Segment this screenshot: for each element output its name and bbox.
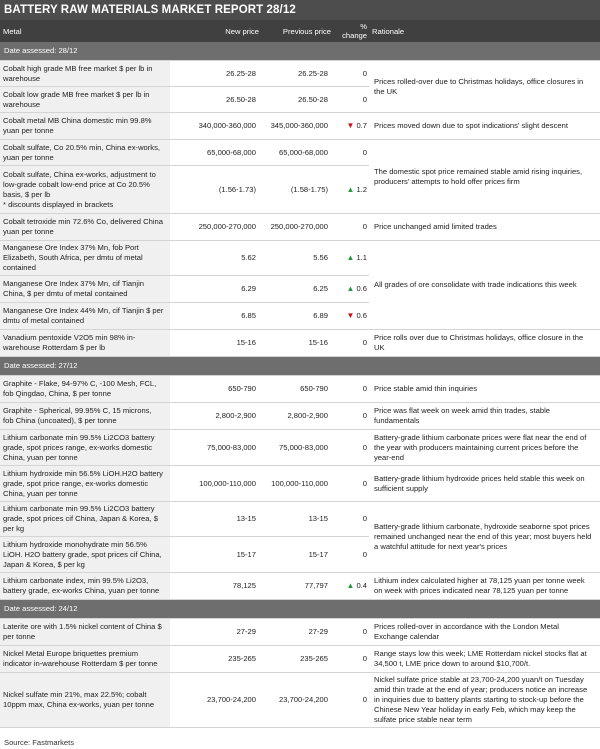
col-rationale: Rationale xyxy=(369,20,600,42)
change-cell: ▲ 1.1 xyxy=(334,241,369,276)
table-row xyxy=(0,376,600,403)
table-row xyxy=(0,646,600,673)
down-arrow-icon: ▼ xyxy=(346,121,355,130)
previous-price-cell: 75,000-83,000 xyxy=(262,430,334,466)
change-cell: ▲ 1.2 xyxy=(334,166,369,214)
previous-price-cell: 6.89 xyxy=(262,303,334,330)
rationale-cell: Prices rolled-over in accordance with the London Metal Exchange calendar xyxy=(369,619,600,646)
col-previous-price: Previous price xyxy=(262,20,334,42)
previous-price-cell: 650-790 xyxy=(262,376,334,403)
metal-cell: Lithium hydroxide min 56.5% LiOH.H2O battery grade, spot price range, ex-works domestic China, yuan per tonne xyxy=(0,466,170,502)
up-arrow-icon: ▲ xyxy=(346,284,355,293)
change-cell: ▼ 0.7 xyxy=(334,113,369,140)
new-price-cell: 26.25-28 xyxy=(170,61,262,87)
new-price-cell: 6.29 xyxy=(170,276,262,303)
metal-cell: Lithium carbonate min 99.5% Li2CO3 battery grade, spot prices cif China, Japan & Korea, $ per kg xyxy=(0,502,170,537)
rationale-cell: Nickel sulfate price stable at 23,700-24,200 yuan/t on Tuesday amid thin trade at the end of year; producers notice an increase in inquiries due to battery plants starting to stock-up before the Chinese New Year holiday in early Feb, which may keep the sulfate price stable near term xyxy=(369,673,600,728)
source-note: Source: Fastmarkets xyxy=(4,738,75,747)
new-price-cell: 100,000-110,000 xyxy=(170,466,262,502)
price-table xyxy=(0,20,600,728)
metal-cell: Cobalt low grade MB free market $ per lb in warehouse xyxy=(0,87,170,113)
table-row xyxy=(0,573,600,600)
change-cell: 0 xyxy=(334,214,369,241)
up-arrow-icon: ▲ xyxy=(346,184,355,194)
up-arrow-icon: ▲ xyxy=(346,581,355,590)
change-cell: 0 xyxy=(334,330,369,357)
header-row xyxy=(0,20,600,42)
report-title: BATTERY RAW MATERIALS MARKET REPORT 28/12 xyxy=(0,0,600,20)
change-cell: 0 xyxy=(334,87,369,113)
metal-cell: Manganese Ore Index 37% Mn, fob Port Elizabeth, South Africa, per dmtu of metal contained xyxy=(0,241,170,276)
change-cell: ▲ 0.6 xyxy=(334,276,369,303)
rationale-cell: Range stays low this week; LME Rotterdam nickel stocks flat at 34,500 t, LME price down to around $10,700/t. xyxy=(369,646,600,673)
section-header: Date assessed: 28/12 xyxy=(0,42,600,61)
metal-cell: Manganese Ore Index 44% Mn, cif Tianjin $ per dmtu of metal contained xyxy=(0,303,170,330)
new-price-cell: 13-15 xyxy=(170,502,262,537)
new-price-cell: 340,000-360,000 xyxy=(170,113,262,140)
metal-cell: Cobalt metal MB China domestic min 99.8% yuan per tonne xyxy=(0,113,170,140)
new-price-cell: 65,000-68,000 xyxy=(170,140,262,166)
table-row xyxy=(0,619,600,646)
change-cell: 0 xyxy=(334,430,369,466)
previous-price-cell: 15-17 xyxy=(262,537,334,573)
metal-cell: Nickel Metal Europe briquettes premium indicator in-warehouse Rotterdam $ per tonne xyxy=(0,646,170,673)
new-price-cell: 78,125 xyxy=(170,573,262,600)
change-cell: 0 xyxy=(334,466,369,502)
section-header: Date assessed: 27/12 xyxy=(0,357,600,376)
previous-price-cell: (1.58-1.75) xyxy=(262,166,334,214)
rationale-cell: Price unchanged amid limited trades xyxy=(369,214,600,241)
new-price-cell: 250,000-270,000 xyxy=(170,214,262,241)
metal-cell: Lithium carbonate min 99.5% Li2CO3 battery grade, spot prices range, ex-works domestic China, yuan per tonne xyxy=(0,430,170,466)
previous-price-cell: 345,000-360,000 xyxy=(262,113,334,140)
rationale-cell: Prices rolled-over due to Christmas holidays, office closures in the UK xyxy=(369,61,600,113)
change-cell: 0 xyxy=(334,140,369,166)
rationale-cell: Lithium index calculated higher at 78,125 yuan per tonne week on week with prices indicated near 78,125 yuan per tonne xyxy=(369,573,600,600)
new-price-cell: 2,800-2,900 xyxy=(170,403,262,430)
table-row xyxy=(0,330,600,357)
metal-cell: Cobalt sulfate, China ex-works, adjustment to low-grade cobalt low-end price at Co 20.5% basis, $ per lb * discounts displayed in brackets xyxy=(0,166,170,214)
metal-cell: Laterite ore with 1.5% nickel content of China $ per tonne xyxy=(0,619,170,646)
table-row xyxy=(0,140,600,166)
change-cell: 0 xyxy=(334,619,369,646)
rationale-cell: Battery-grade lithium hydroxide prices held stable this week on sufficient supply xyxy=(369,466,600,502)
metal-cell: Graphite - Flake, 94-97% C, -100 Mesh, FCL, fob Qingdao, China, $ per tonne xyxy=(0,376,170,403)
up-arrow-icon: ▲ xyxy=(346,253,355,262)
table-row xyxy=(0,113,600,140)
previous-price-cell: 250,000-270,000 xyxy=(262,214,334,241)
previous-price-cell: 77,797 xyxy=(262,573,334,600)
previous-price-cell: 100,000-110,000 xyxy=(262,466,334,502)
change-cell: ▼ 0.6 xyxy=(334,303,369,330)
metal-cell: Lithium carbonate index, min 99.5% Li2O3, battery grade, ex-works China, yuan per tonne xyxy=(0,573,170,600)
change-cell: 0 xyxy=(334,376,369,403)
section-header: Date assessed: 24/12 xyxy=(0,600,600,619)
table-row xyxy=(0,61,600,87)
table-row xyxy=(0,403,600,430)
previous-price-cell: 65,000-68,000 xyxy=(262,140,334,166)
previous-price-cell: 23,700-24,200 xyxy=(262,673,334,728)
change-cell: 0 xyxy=(334,537,369,573)
previous-price-cell: 15-16 xyxy=(262,330,334,357)
metal-cell: Lithium hydroxide monohydrate min 56.5% LiOH. H2O battery grade, spot prices cif China, Japan & Korea, $ per kg xyxy=(0,537,170,573)
change-cell: 0 xyxy=(334,673,369,728)
new-price-cell: 26.50-28 xyxy=(170,87,262,113)
change-cell: ▲ 0.4 xyxy=(334,573,369,600)
down-arrow-icon: ▼ xyxy=(346,311,355,320)
new-price-cell: 235-265 xyxy=(170,646,262,673)
rationale-cell: Price was flat week on week amid thin trades, stable fundamentals xyxy=(369,403,600,430)
table-row xyxy=(0,241,600,276)
table-row xyxy=(0,430,600,466)
previous-price-cell: 6.25 xyxy=(262,276,334,303)
table-row xyxy=(0,466,600,502)
table-row xyxy=(0,673,600,728)
rationale-cell: Battery-grade lithium carbonate prices were flat near the end of the year with producers maintaining current prices before the year-end xyxy=(369,430,600,466)
previous-price-cell: 5.56 xyxy=(262,241,334,276)
rationale-cell: Battery-grade lithium carbonate, hydroxide seaborne spot prices remained unchanged near the end of this year; most buyers held a watchful attitude for next year's prices xyxy=(369,502,600,573)
metal-cell: Cobalt high grade MB free market $ per lb in warehouse xyxy=(0,61,170,87)
new-price-cell: 6.85 xyxy=(170,303,262,330)
metal-cell: Vanadium pentoxide V2O5 min 98% in-warehouse Rotterdam $ per lb xyxy=(0,330,170,357)
previous-price-cell: 26.50-28 xyxy=(262,87,334,113)
new-price-cell: 75,000-83,000 xyxy=(170,430,262,466)
metal-cell: Cobalt tetroxide min 72.6% Co, delivered China yuan per tonne xyxy=(0,214,170,241)
change-cell: 0 xyxy=(334,403,369,430)
previous-price-cell: 2,800-2,900 xyxy=(262,403,334,430)
rationale-cell: The domestic spot price remained stable amid rising inquiries, producers' attempts to hold offer prices firm xyxy=(369,140,600,214)
metal-cell: Graphite - Spherical, 99.95% C, 15 microns, fob China (uncoated), $ per tonne xyxy=(0,403,170,430)
metal-cell: Cobalt sulfate, Co 20.5% min, China ex-works, yuan per tonne xyxy=(0,140,170,166)
col-change: % change xyxy=(334,20,369,42)
new-price-cell: (1.56-1.73) xyxy=(170,166,262,214)
new-price-cell: 23,700-24,200 xyxy=(170,673,262,728)
new-price-cell: 15-17 xyxy=(170,537,262,573)
col-metal: Metal xyxy=(0,20,170,42)
new-price-cell: 5.62 xyxy=(170,241,262,276)
change-cell: 0 xyxy=(334,646,369,673)
change-cell: 0 xyxy=(334,502,369,537)
table-row xyxy=(0,502,600,537)
col-new-price: New price xyxy=(170,20,262,42)
metal-cell: Manganese Ore Index 37% Mn, cif Tianjin China, $ per dmtu of metal contained xyxy=(0,276,170,303)
previous-price-cell: 235-265 xyxy=(262,646,334,673)
rationale-cell: Prices moved down due to spot indications' slight descent xyxy=(369,113,600,140)
metal-cell: Nickel sulfate min 21%, max 22.5%; cobalt 10ppm max, China ex-works, yuan per tonne xyxy=(0,673,170,728)
table-row xyxy=(0,214,600,241)
previous-price-cell: 26.25-28 xyxy=(262,61,334,87)
previous-price-cell: 27-29 xyxy=(262,619,334,646)
rationale-cell: Price rolls over due to Christmas holidays, office closure in the UK xyxy=(369,330,600,357)
new-price-cell: 27-29 xyxy=(170,619,262,646)
rationale-cell: All grades of ore consolidate with trade indications this week xyxy=(369,241,600,330)
change-cell: 0 xyxy=(334,61,369,87)
previous-price-cell: 13-15 xyxy=(262,502,334,537)
new-price-cell: 650-790 xyxy=(170,376,262,403)
rationale-cell: Price stable amid thin inquiries xyxy=(369,376,600,403)
new-price-cell: 15-16 xyxy=(170,330,262,357)
